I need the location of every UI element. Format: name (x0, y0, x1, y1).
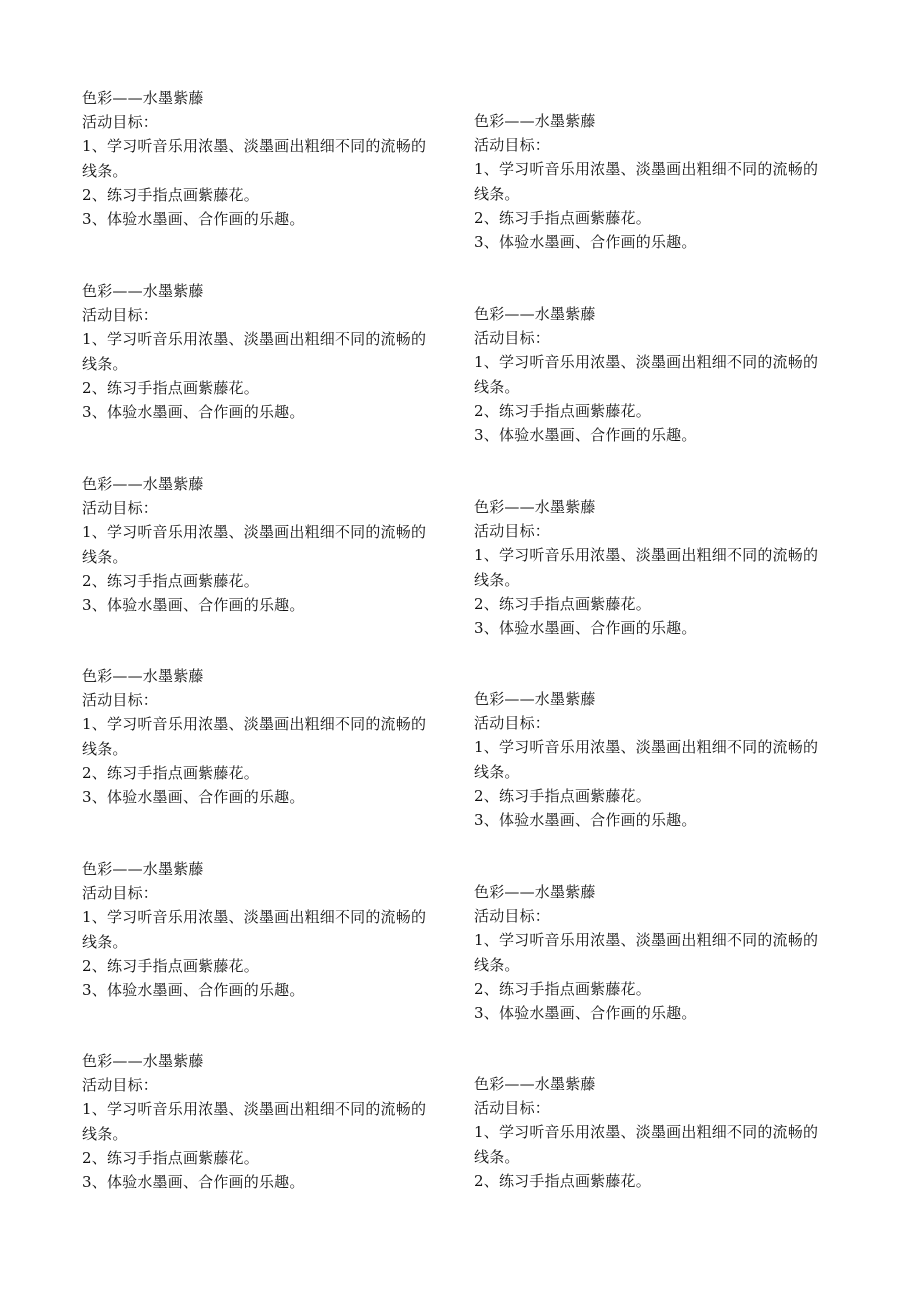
objective-2: 2、练习手指点画紫藤花。 (82, 571, 259, 590)
objective-3: 3、体验水墨画、合作画的乐趣。 (82, 403, 305, 422)
objective-2: 2、练习手指点画紫藤花。 (474, 1171, 651, 1190)
activity-card-right-4 (474, 687, 849, 832)
objective-3: 3、体验水墨画、合作画的乐趣。 (82, 788, 305, 807)
activity-card-left-4 (82, 664, 457, 809)
objective-2: 2、练习手指点画紫藤花。 (82, 1148, 259, 1167)
objectives-label: 活动目标： (474, 714, 551, 733)
objective-1-line-2: 线条。 (82, 354, 128, 373)
card-title: 色彩——水墨紫藤 (82, 1052, 204, 1070)
objective-2: 2、练习手指点画紫藤花。 (82, 185, 259, 204)
objectives-label: 活动目标： (82, 306, 159, 325)
objective-1-line-2: 线条。 (82, 1124, 128, 1143)
objective-1-line-1: 1、学习听音乐用浓墨、淡墨画出粗细不同的流畅的 (82, 1100, 427, 1119)
objective-1-line-1: 1、学习听音乐用浓墨、淡墨画出粗细不同的流畅的 (82, 908, 427, 927)
objective-2: 2、练习手指点画紫藤花。 (474, 594, 651, 613)
objective-1-line-1: 1、学习听音乐用浓墨、淡墨画出粗细不同的流畅的 (474, 353, 819, 372)
objective-3: 3、体验水墨画、合作画的乐趣。 (82, 981, 305, 1000)
objective-3: 3、体验水墨画、合作画的乐趣。 (82, 1173, 305, 1192)
objective-2: 2、练习手指点画紫藤花。 (474, 208, 651, 227)
activity-card-left-5 (82, 857, 457, 1002)
objective-3: 3、体验水墨画、合作画的乐趣。 (474, 426, 697, 445)
card-title: 色彩——水墨紫藤 (82, 667, 204, 685)
objective-2: 2、练习手指点画紫藤花。 (82, 378, 259, 397)
objective-3: 3、体验水墨画、合作画的乐趣。 (474, 233, 697, 252)
objectives-label: 活动目标： (474, 1099, 551, 1118)
objective-1-line-2: 线条。 (82, 161, 128, 180)
objective-3: 3、体验水墨画、合作画的乐趣。 (474, 811, 697, 830)
card-title: 色彩——水墨紫藤 (82, 475, 204, 493)
objective-1-line-2: 线条。 (82, 932, 128, 951)
card-title: 色彩——水墨紫藤 (474, 883, 596, 901)
activity-card-left-3 (82, 472, 457, 617)
objective-1-line-1: 1、学习听音乐用浓墨、淡墨画出粗细不同的流畅的 (474, 160, 819, 179)
objective-1-line-2: 线条。 (474, 762, 520, 781)
activity-card-right-5 (474, 880, 849, 1025)
card-title: 色彩——水墨紫藤 (82, 89, 204, 107)
objectives-label: 活动目标： (82, 499, 159, 518)
objective-1-line-2: 线条。 (82, 547, 128, 566)
objective-1-line-1: 1、学习听音乐用浓墨、淡墨画出粗细不同的流畅的 (474, 546, 819, 565)
objective-1-line-1: 1、学习听音乐用浓墨、淡墨画出粗细不同的流畅的 (82, 523, 427, 542)
objective-1-line-2: 线条。 (474, 955, 520, 974)
objective-2: 2、练习手指点画紫藤花。 (474, 786, 651, 805)
objective-2: 2、练习手指点画紫藤花。 (82, 763, 259, 782)
card-title: 色彩——水墨紫藤 (474, 112, 596, 130)
activity-card-right-6 (474, 1072, 849, 1193)
objective-1-line-1: 1、学习听音乐用浓墨、淡墨画出粗细不同的流畅的 (82, 137, 427, 156)
objectives-label: 活动目标： (82, 691, 159, 710)
objectives-label: 活动目标： (474, 522, 551, 541)
objectives-label: 活动目标： (474, 136, 551, 155)
objective-1-line-2: 线条。 (82, 739, 128, 758)
objectives-label: 活动目标： (474, 329, 551, 348)
activity-card-left-2 (82, 279, 457, 424)
objective-2: 2、练习手指点画紫藤花。 (474, 401, 651, 420)
card-title: 色彩——水墨紫藤 (82, 860, 204, 878)
card-title: 色彩——水墨紫藤 (474, 305, 596, 323)
activity-card-left-6 (82, 1049, 457, 1194)
objectives-label: 活动目标： (82, 113, 159, 132)
objective-3: 3、体验水墨画、合作画的乐趣。 (474, 619, 697, 638)
activity-card-left-1 (82, 86, 457, 231)
card-title: 色彩——水墨紫藤 (474, 690, 596, 708)
objectives-label: 活动目标： (474, 907, 551, 926)
activity-card-right-3 (474, 495, 849, 640)
objective-1-line-1: 1、学习听音乐用浓墨、淡墨画出粗细不同的流畅的 (474, 1123, 819, 1142)
objective-1-line-1: 1、学习听音乐用浓墨、淡墨画出粗细不同的流畅的 (474, 931, 819, 950)
objective-1-line-2: 线条。 (474, 570, 520, 589)
objective-1-line-1: 1、学习听音乐用浓墨、淡墨画出粗细不同的流畅的 (82, 330, 427, 349)
objective-1-line-2: 线条。 (474, 1147, 520, 1166)
objective-3: 3、体验水墨画、合作画的乐趣。 (474, 1004, 697, 1023)
objective-2: 2、练习手指点画紫藤花。 (474, 979, 651, 998)
objective-3: 3、体验水墨画、合作画的乐趣。 (82, 210, 305, 229)
objective-2: 2、练习手指点画紫藤花。 (82, 956, 259, 975)
card-title: 色彩——水墨紫藤 (474, 498, 596, 516)
card-title: 色彩——水墨紫藤 (474, 1075, 596, 1093)
objectives-label: 活动目标： (82, 1076, 159, 1095)
objective-1-line-2: 线条。 (474, 184, 520, 203)
objective-1-line-2: 线条。 (474, 377, 520, 396)
objective-1-line-1: 1、学习听音乐用浓墨、淡墨画出粗细不同的流畅的 (82, 715, 427, 734)
objective-1-line-1: 1、学习听音乐用浓墨、淡墨画出粗细不同的流畅的 (474, 738, 819, 757)
activity-card-right-1 (474, 109, 849, 254)
card-title: 色彩——水墨紫藤 (82, 282, 204, 300)
objectives-label: 活动目标： (82, 884, 159, 903)
activity-card-right-2 (474, 302, 849, 447)
objective-3: 3、体验水墨画、合作画的乐趣。 (82, 596, 305, 615)
